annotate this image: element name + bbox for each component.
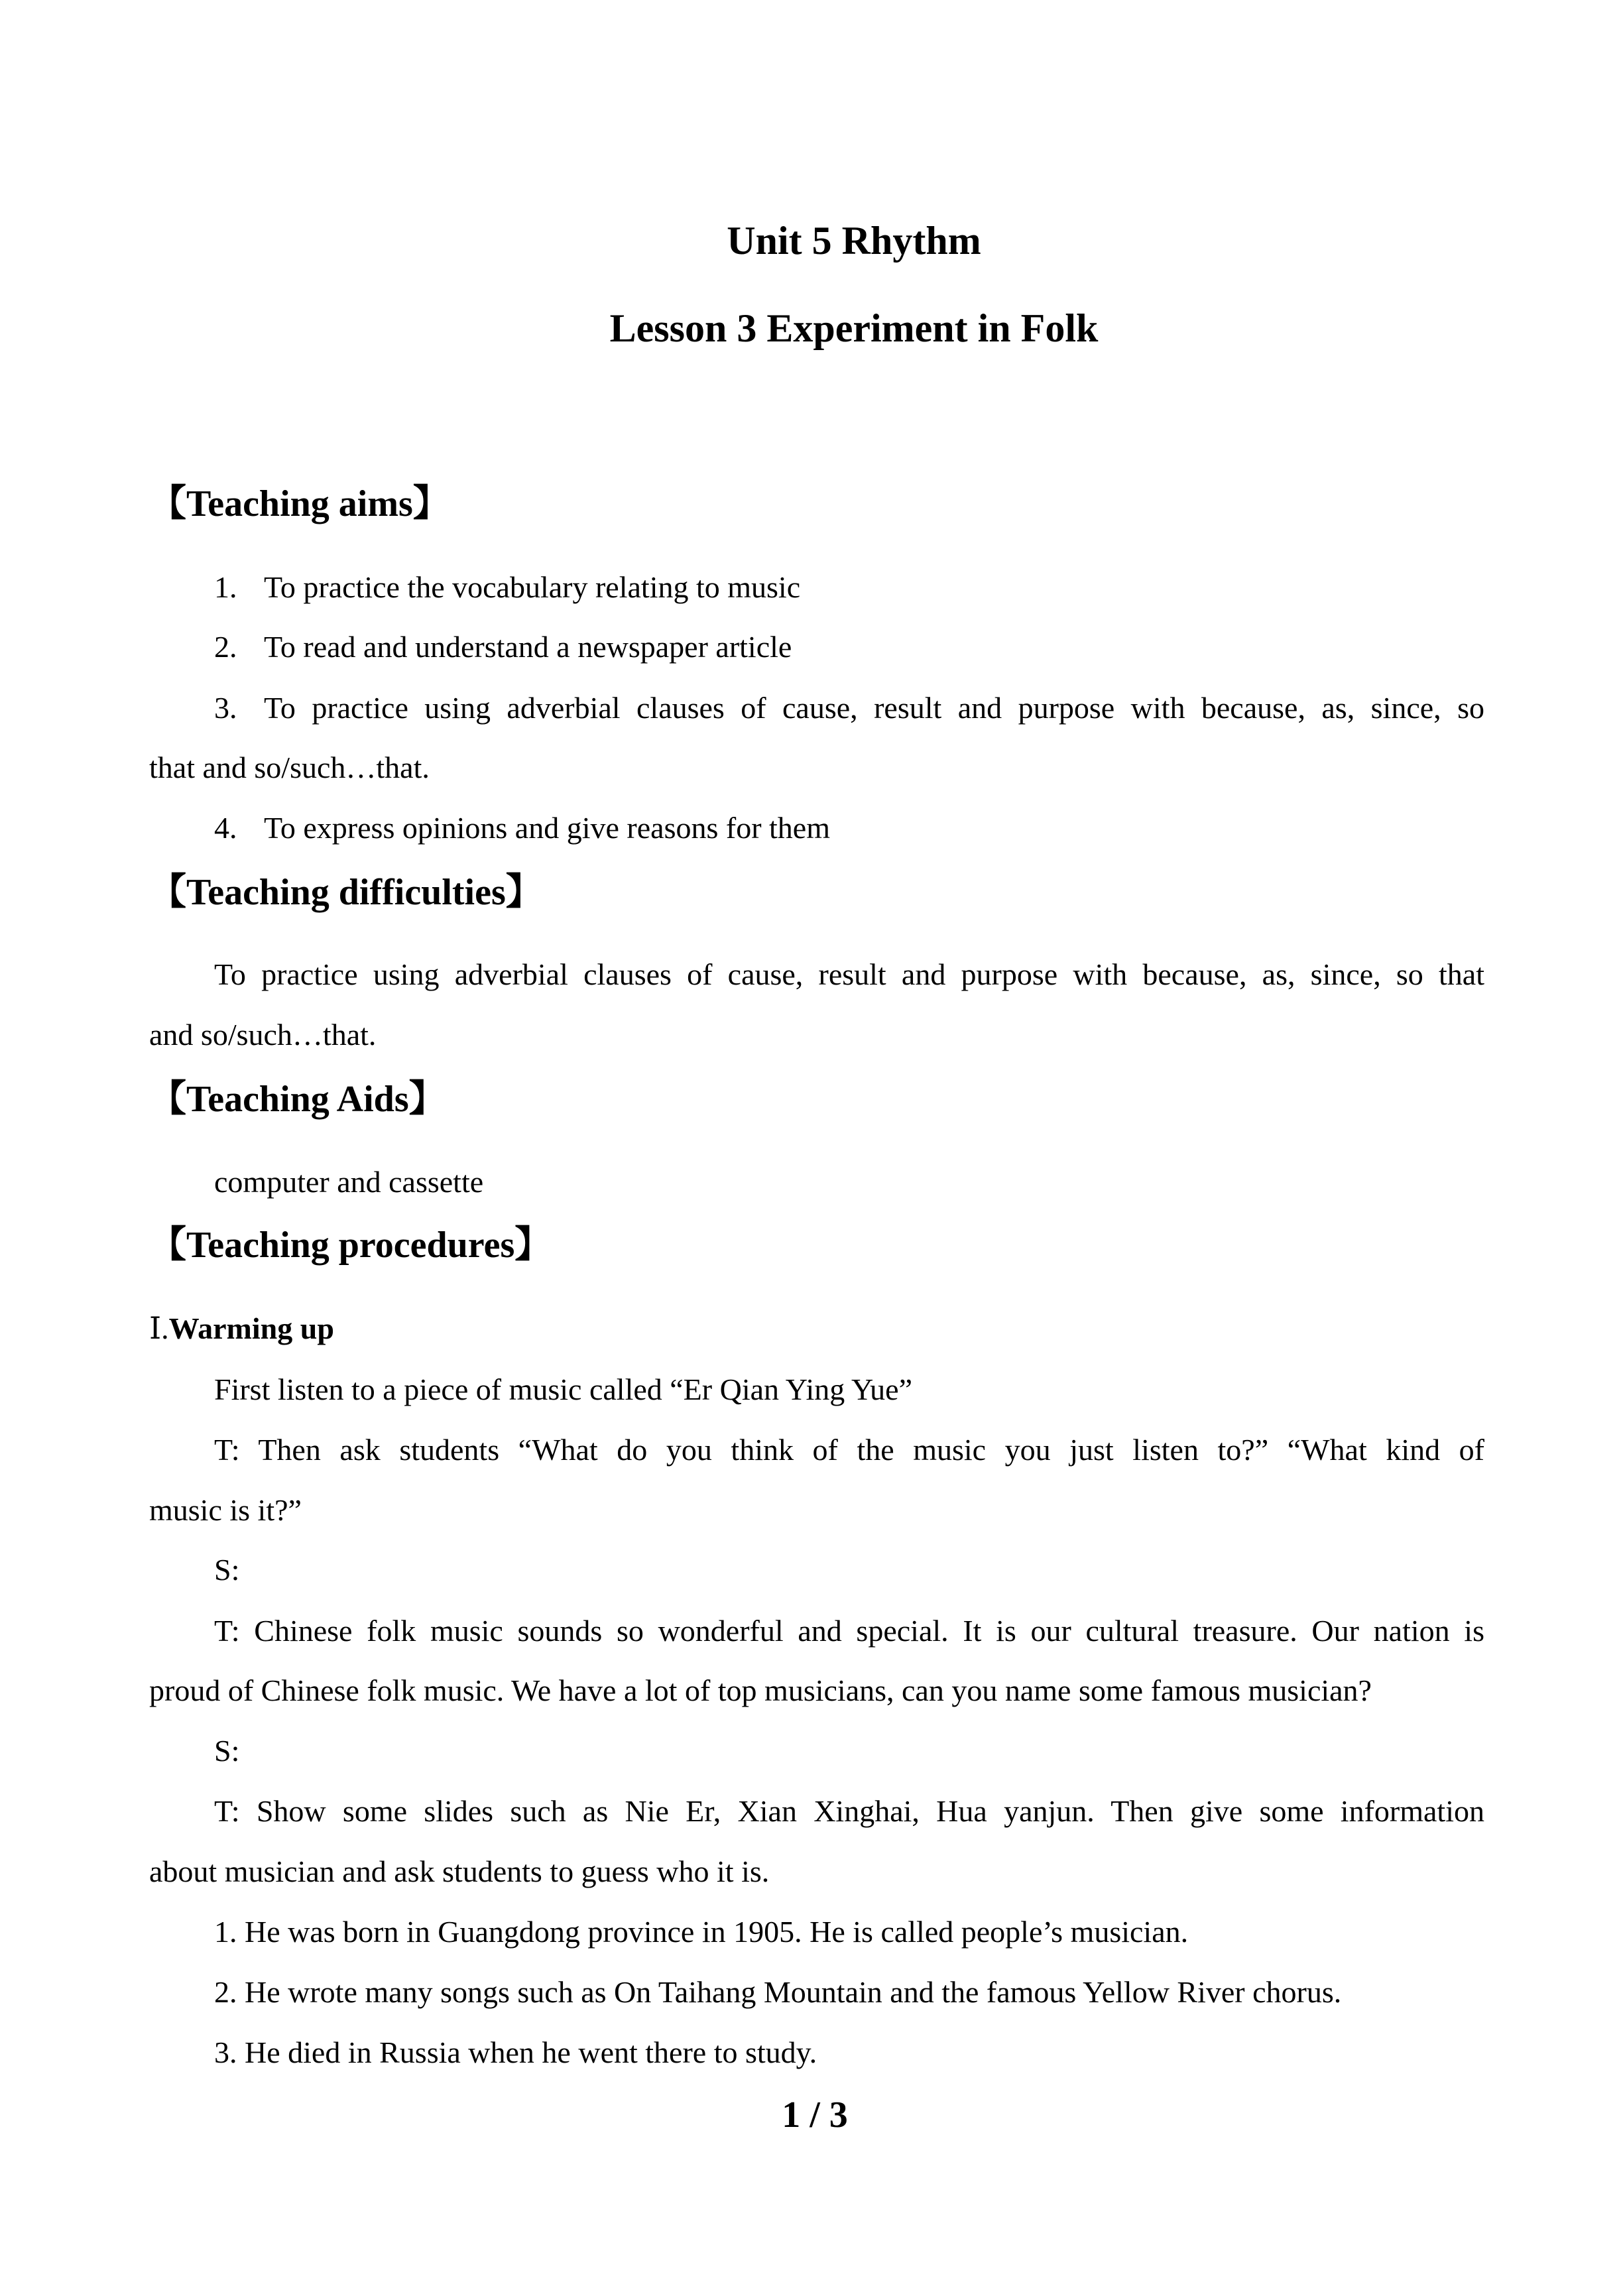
section-warming-up-heading	[149, 1309, 334, 1349]
lesson-title: Lesson 3 Experiment in Folk	[609, 306, 1099, 350]
teaching-aids-heading: 【Teaching Aids】	[149, 1079, 446, 1120]
procedure-line: T: Then ask students “What do you think of the music you just listen to?” “What kind of	[214, 1433, 1484, 1467]
procedure-line: First listen to a piece of music called “Er Qian Ying Yue”	[214, 1372, 913, 1406]
aim-number: 4.	[214, 811, 237, 845]
aim-item-2	[214, 627, 792, 667]
unit-title: Unit 5 Rhythm	[727, 219, 981, 263]
aim-text: To read and understand a newspaper article	[264, 630, 792, 664]
procedure-line: about musician and ask students to guess who it is.	[149, 1854, 770, 1888]
aim-number: 1.	[214, 570, 237, 604]
teaching-aims-heading: 【Teaching aims】	[149, 483, 450, 524]
aim-number: 3.	[214, 691, 237, 725]
aim-text: To express opinions and give reasons for them	[264, 811, 830, 845]
aim-number: 2.	[214, 630, 237, 664]
teaching-aids-text: computer and cassette	[214, 1165, 484, 1199]
aim-item-1	[214, 568, 800, 607]
page-number: 1 / 3	[782, 2094, 848, 2136]
aim-text: To practice the vocabulary relating to music	[264, 570, 801, 604]
difficulties-text-line-2: and so/such…that.	[149, 1018, 377, 1052]
aim-item-3-continued: that and so/such…that.	[149, 751, 430, 784]
procedure-line: S:	[214, 1734, 240, 1768]
procedure-line: proud of Chinese folk music. We have a lot of top musicians, can you name some famous musician?	[149, 1673, 1372, 1707]
procedure-line: S:	[214, 1553, 240, 1587]
procedure-line: 1. He was born in Guangdong province in 1905. He is called people’s musician.	[214, 1915, 1189, 1949]
teaching-procedures-heading: 【Teaching procedures】	[149, 1225, 552, 1266]
aim-item-3	[214, 688, 1484, 728]
aim-text: To practice using adverbial clauses of cause, result and purpose with because, as, since, so	[264, 691, 1484, 725]
section-title: Warming up	[168, 1311, 334, 1345]
teaching-difficulties-heading: 【Teaching difficulties】	[149, 872, 543, 913]
procedure-line: T: Show some slides such as Nie Er, Xian Xinghai, Hua yanjun. Then give some information	[214, 1794, 1484, 1828]
procedure-line: 3. He died in Russia when he went there to study.	[214, 2035, 817, 2069]
aim-item-4	[214, 808, 830, 848]
procedure-line: music is it?”	[149, 1493, 302, 1527]
section-numeral: Ⅰ.	[149, 1311, 169, 1345]
procedure-line: 2. He wrote many songs such as On Taihang Mountain and the famous Yellow River chorus.	[214, 1975, 1342, 2009]
difficulties-text-line-1: To practice using adverbial clauses of cause, result and purpose with because, as, since, so that	[214, 957, 1484, 991]
procedure-line: T: Chinese folk music sounds so wonderful and special. It is our cultural treasure. Our nation is	[214, 1614, 1484, 1648]
